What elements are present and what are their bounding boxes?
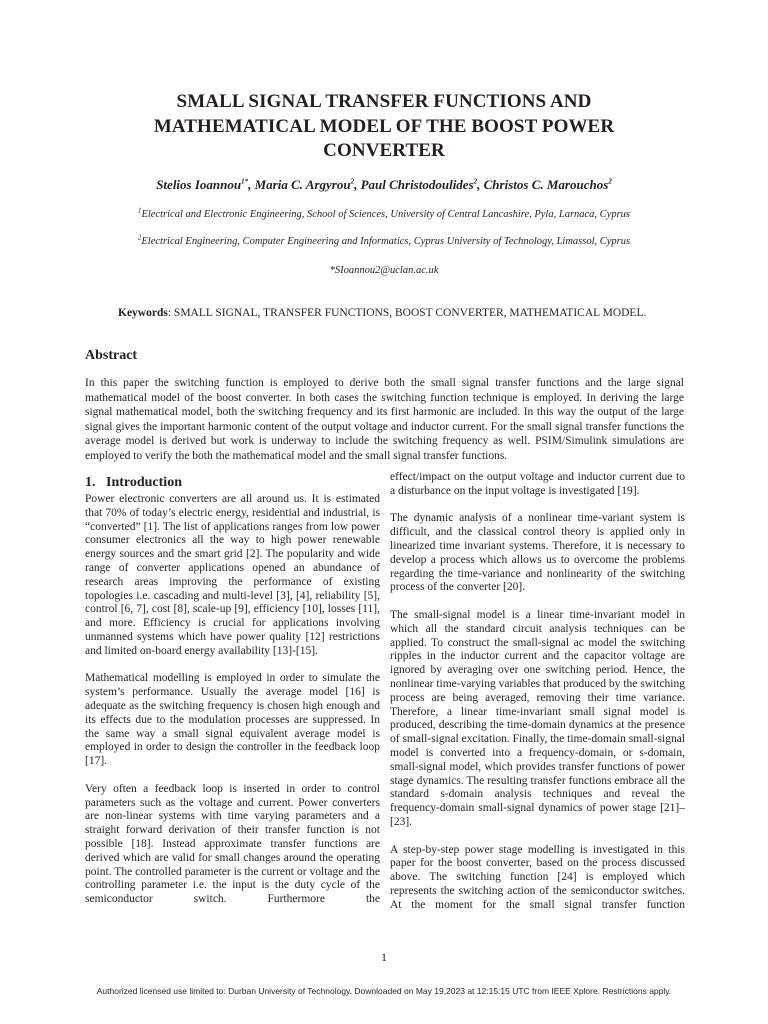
author-affiliation-mark: 2: [608, 177, 612, 186]
author-name: Maria C. Argyrou: [254, 177, 351, 192]
section-title: Introduction: [106, 475, 182, 490]
paper-title: [84, 90, 684, 164]
author-affiliation-mark: 2: [350, 177, 355, 186]
affiliation-text: Electrical and Electronic Engineering, School of Sciences, University of Central Lancashire, Pyla, Larnaca, Cyprus: [141, 209, 631, 220]
abstract-text: In this paper the switching function is employed to derive both the small signal transfer functions and the large signal mathematical model of the boost converter. In both cases the switching function technique is employed. In deriving the large signal mathematical model, both the switching frequency and its first harmonic are included. In this way the output of the large signal gives the important harmonic content of the output voltage and inductor current. For the small signal transfer functions the average model is derived but work is underway to include the switching frequency as well. PSIM/Simulink simulations are employed to verify the both the mathematical model and the small signal transfer functions.: [85, 377, 684, 462]
title-line: CONVERTER: [323, 140, 445, 161]
right-column: [390, 471, 685, 926]
author-affiliation-mark: 2: [473, 177, 478, 186]
body-paragraph: A step-by-step power stage modelling is investigated in this paper for the boost converter, based on the process discussed above. The switching function [24] is employed which represents the switching action of the semiconductor switches. At the moment for the small signal transfer function: [390, 843, 685, 911]
author-name: Christos C. Marouchos: [483, 177, 609, 192]
license-footer: Authorized licensed use limited to: Durban University of Technology. Downloaded on May 19,2023 at 12:15:15 UTC from IEEE Xplore. Restrictions apply.: [96, 986, 672, 996]
author-affiliation-mark: 1*: [241, 177, 249, 186]
affiliation-text: Electrical Engineering, Computer Engineering and Informatics, Cyprus University of Technology, Limassol, Cyprus: [141, 236, 631, 247]
affiliation-mark: 1: [137, 206, 142, 215]
left-column: [85, 493, 380, 921]
title-line: SMALL SIGNAL TRANSFER FUNCTIONS AND: [176, 91, 592, 112]
body-paragraph: effect/impact on the output voltage and inductor current due to a disturbance on the input voltage is investigated [19].: [390, 471, 685, 497]
author-list: [84, 177, 684, 193]
section-heading: [85, 475, 182, 491]
title-line: MATHEMATICAL MODEL OF THE BOOST POWER: [153, 115, 615, 137]
abstract-heading: Abstract: [85, 348, 138, 363]
author-separator: ,: [248, 177, 255, 192]
body-paragraph: The dynamic analysis of a nonlinear time-variant system is difficult, and the classical control theory is applied only in linearized time invariant systems. Therefore, it is necessary to develop a process which allows us to overcome the problems regarding the time-variance and nonlinearity of the switching process of the converter [20].: [390, 512, 685, 594]
section-number: 1.: [85, 475, 96, 490]
affiliation-1: [110, 208, 658, 222]
author-name: Paul Christodoulides: [360, 177, 474, 192]
keywords-block: Keywords: SMALL SIGNAL, TRANSFER FUNCTIONS, BOOST CONVERTER, MATHEMATICAL MODEL.: [118, 307, 647, 319]
body-paragraph: Mathematical modelling is employed in order to simulate the system’s performance. Usually the average model [16] is adequate as the switching frequency is chosen high enough and its effects due to the modulation processes are suppressed. In the same way a small signal equivalent average model is employed in order to design the controller in the feedback loop [17].: [85, 672, 380, 768]
author-name: Stelios Ioannou: [156, 177, 242, 192]
keywords-label: Keywords: [118, 307, 168, 319]
page-number: 1: [381, 950, 387, 964]
author-separator: ,: [354, 177, 361, 192]
keywords-text: SMALL SIGNAL, TRANSFER FUNCTIONS, BOOST CONVERTER, MATHEMATICAL MODEL.: [173, 307, 647, 319]
body-paragraph: Power electronic converters are all around us. It is estimated that 70% of today’s electric energy, residential and industrial, is “converted” [1]. The list of applications ranges from low power consumer electronics all the way to high power renewable energy sources and the smart grid [2]. The popularity and wide range of converter applications opened an abundance of research areas improving the performance of existing topologies i.e. cascading and multi-level [3], [4], reliability [5], control [6, 7], cost [8], scale-up [9], efficiency [10], losses [11], and more. Efficiency is crucial for applications involving unmanned systems which have power quality [12] restrictions and limited on-board energy availability [13]-[15].: [85, 493, 380, 657]
affiliation-mark: 2: [137, 233, 142, 242]
body-paragraph: Very often a feedback loop is inserted in order to control parameters such as the voltage and current. Power converters are non-linear systems with time varying parameters and a straight forward derivation of their transfer function is not possible [18]. Instead approximate transfer functions are derived which are valid for small changes around the operating point. The controlled parameter is the current or voltage and the controlling parameter i.e. the input is the duty cycle of the semiconductor switch. Furthermore the: [85, 782, 380, 906]
affiliation-2: [110, 235, 658, 249]
author-separator: ,: [477, 177, 484, 192]
corresponding-email[interactable]: *SIoannou2@uclan.ac.uk: [329, 265, 439, 276]
body-paragraph: The small-signal model is a linear time-invariant model in which all the standard circuit analysis techniques can be applied. To construct the small-signal ac model the switching ripples in the inductor current and the capacitor voltage are ignored by averaging over one switching period. Hence, the nonlinear time-varying variables that produced by the switching process are being averaged, removing their time variance. Therefore, a linear time-invariant small signal model is produced, describing the time-domain dynamics at the presence of small-signal excitation. Finally, the time-domain small-signal model is converted into a frequency-domain, or s-domain, small-signal model, which provides transfer functions of power stage dynamics. The resulting transfer functions embrace all the standard s-domain analysis techniques and reveal the frequency-domain small-signal dynamics of power stage [21]–[23].: [390, 608, 686, 828]
